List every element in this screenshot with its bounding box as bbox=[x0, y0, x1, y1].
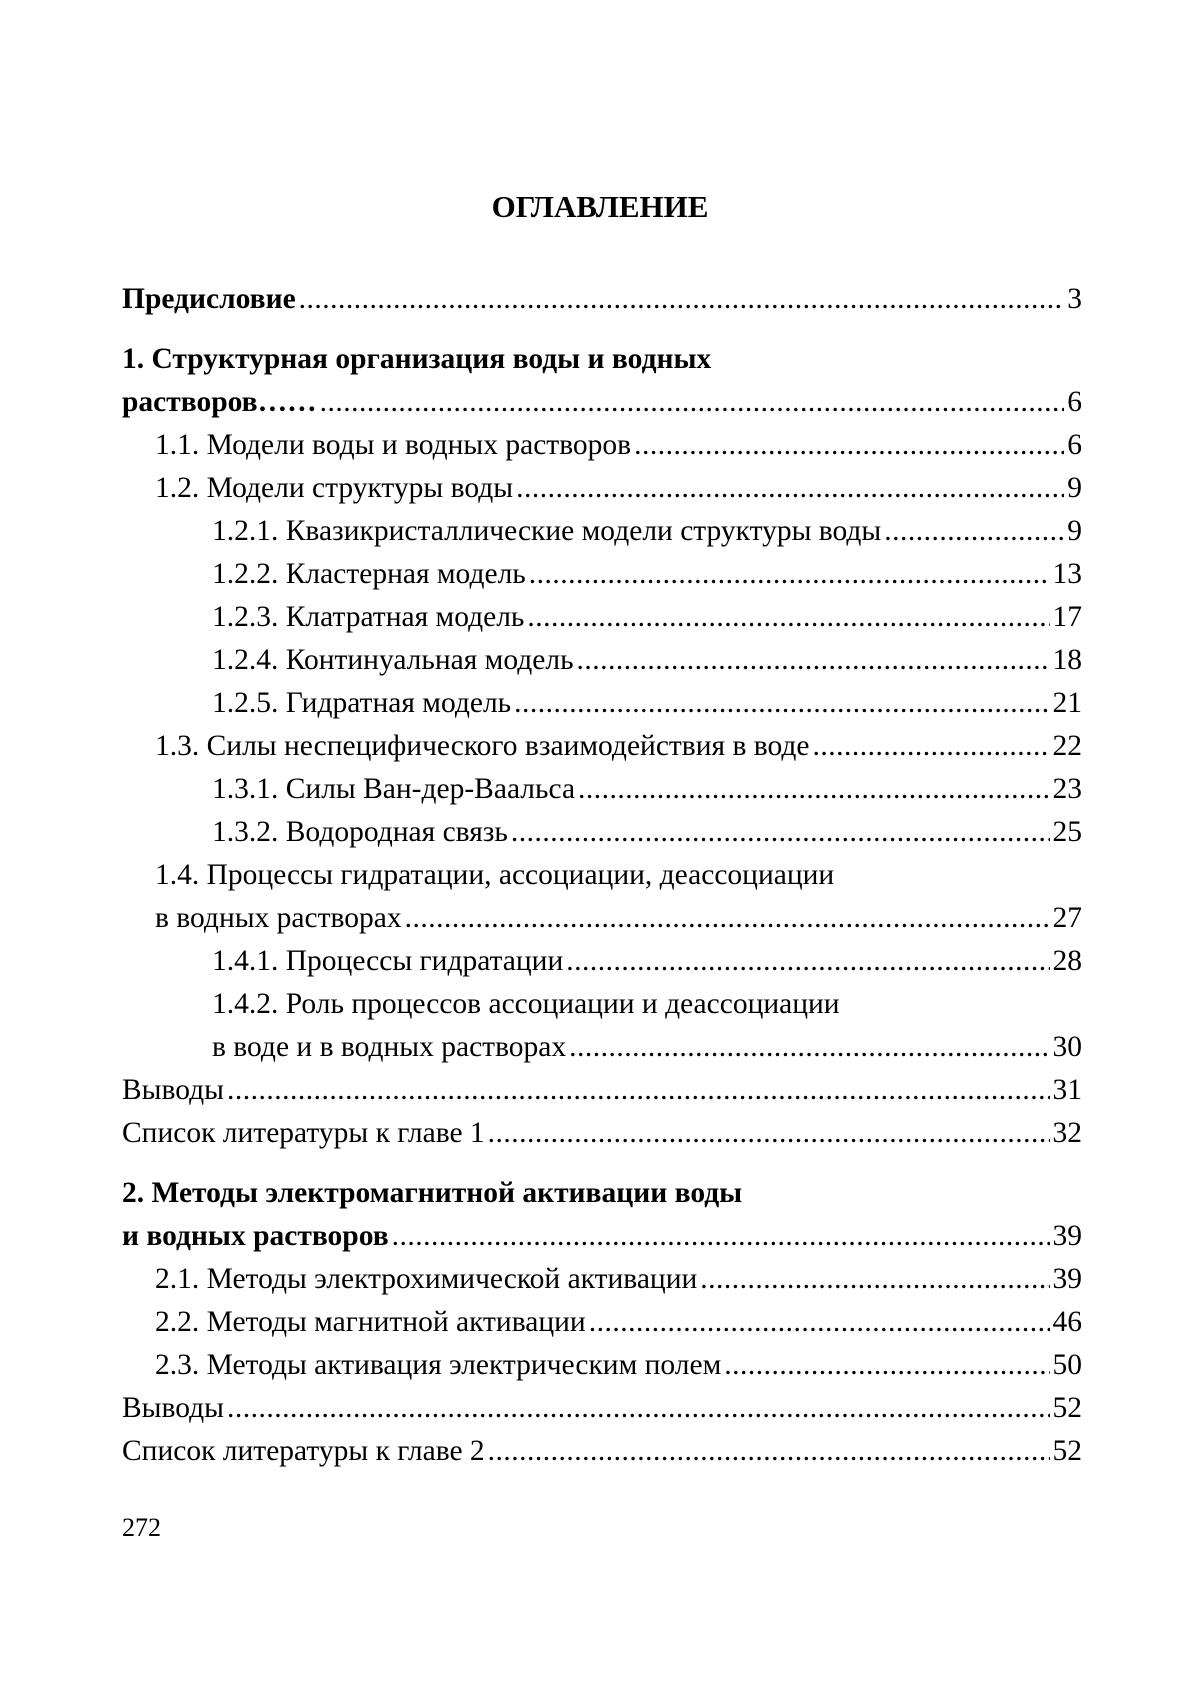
dot-leader bbox=[577, 639, 1050, 682]
dot-leader bbox=[392, 1215, 1050, 1258]
table-of-contents bbox=[122, 278, 1082, 1473]
toc-entry-page: 32 bbox=[1052, 1117, 1082, 1149]
toc-entry-title: 1.2.1. Квазикристаллические модели структуры воды bbox=[212, 515, 882, 547]
toc-entry-title: 1. Структурная организация воды и водных bbox=[122, 343, 712, 375]
toc-entry-title: 1.3.2. Водородная связь bbox=[212, 816, 508, 848]
toc-entry[interactable] bbox=[122, 811, 1082, 854]
toc-entry[interactable] bbox=[122, 1258, 1082, 1301]
toc-entry-title: 2. Методы электромагнитной активации воды bbox=[122, 1177, 743, 1209]
dot-leader bbox=[511, 811, 1050, 854]
toc-entry[interactable] bbox=[122, 1387, 1082, 1430]
toc-entry-page: 6 bbox=[1067, 386, 1082, 418]
toc-entry[interactable] bbox=[122, 467, 1082, 510]
toc-entry-title: Список литературы к главе 2 bbox=[122, 1435, 485, 1467]
dot-leader bbox=[514, 682, 1049, 725]
dot-leader bbox=[700, 1258, 1049, 1301]
toc-entry[interactable] bbox=[122, 768, 1082, 811]
toc-entry-page: 52 bbox=[1052, 1392, 1082, 1424]
dot-leader bbox=[566, 940, 1049, 983]
toc-entry[interactable] bbox=[122, 424, 1082, 467]
toc-entry[interactable] bbox=[122, 639, 1082, 682]
toc-entry[interactable] bbox=[122, 1344, 1082, 1387]
toc-entry-page: 23 bbox=[1052, 773, 1082, 805]
toc-entry-title: 1.2.3. Клатратная модель bbox=[212, 601, 525, 633]
toc-entry-page: 50 bbox=[1052, 1349, 1082, 1381]
toc-entry-page: 25 bbox=[1052, 816, 1082, 848]
toc-entry-page: 39 bbox=[1052, 1220, 1082, 1252]
dot-leader bbox=[227, 1387, 1050, 1430]
toc-entry[interactable] bbox=[122, 596, 1082, 639]
dot-leader bbox=[589, 1301, 1050, 1344]
toc-entry-page: 9 bbox=[1067, 472, 1082, 504]
toc-entry-title: Предисловие bbox=[122, 283, 296, 315]
toc-entry-page: 22 bbox=[1052, 730, 1082, 762]
toc-entry-title: 1.4.1. Процессы гидратации bbox=[212, 945, 564, 977]
dot-leader bbox=[405, 897, 1050, 940]
page-title: ОГЛАВЛЕНИЕ bbox=[491, 189, 709, 224]
dot-leader bbox=[516, 467, 1064, 510]
toc-entry-title: 1.2.4. Континуальная модель bbox=[212, 644, 574, 676]
toc-entry-page: 31 bbox=[1052, 1074, 1082, 1106]
toc-entry[interactable] bbox=[122, 278, 1082, 321]
toc-entry[interactable] bbox=[122, 1069, 1082, 1112]
dot-leader bbox=[569, 1026, 1049, 1069]
toc-entry[interactable] bbox=[122, 1172, 1082, 1215]
dot-leader bbox=[724, 1344, 1049, 1387]
toc-entry-page: 52 bbox=[1052, 1435, 1082, 1467]
toc-entry[interactable] bbox=[122, 854, 1082, 897]
toc-entry[interactable] bbox=[122, 1215, 1082, 1258]
dot-leader bbox=[529, 553, 1050, 596]
toc-entry-page: 39 bbox=[1052, 1263, 1082, 1295]
toc-entry[interactable] bbox=[122, 338, 1082, 381]
toc-entry-page: 21 bbox=[1052, 687, 1082, 719]
dot-leader bbox=[527, 596, 1049, 639]
dot-leader bbox=[884, 510, 1064, 553]
toc-entry-title: Список литературы к главе 1 bbox=[122, 1117, 485, 1149]
toc-entry[interactable] bbox=[122, 1430, 1082, 1473]
dot-leader bbox=[813, 725, 1050, 768]
toc-entry-title: и водных растворов bbox=[122, 1220, 389, 1252]
toc-entry-title: 1.4.2. Роль процессов ассоциации и деассоциации bbox=[212, 988, 840, 1020]
toc-entry[interactable] bbox=[122, 1112, 1082, 1155]
toc-entry-title: 2.3. Методы активация электрическим полем bbox=[155, 1349, 722, 1381]
toc-entry[interactable] bbox=[122, 1301, 1082, 1344]
toc-entry-title: 2.1. Методы электрохимической активации bbox=[155, 1263, 698, 1295]
toc-entry-title: Выводы bbox=[122, 1392, 224, 1424]
toc-entry-page: 28 bbox=[1052, 945, 1082, 977]
toc-entry-page: 9 bbox=[1067, 515, 1082, 547]
dot-leader bbox=[299, 278, 1065, 321]
toc-entry-title: 1.2.2. Кластерная модель bbox=[212, 558, 526, 590]
toc-entry-page: 46 bbox=[1052, 1306, 1082, 1338]
toc-entry[interactable] bbox=[122, 553, 1082, 596]
toc-entry-title: 1.3.1. Силы Ван-дер-Ваальса bbox=[212, 773, 576, 805]
dot-leader bbox=[227, 1069, 1050, 1112]
toc-entry-page: 6 bbox=[1067, 429, 1082, 461]
toc-entry-title: в водных растворах bbox=[155, 902, 402, 934]
toc-entry-page: 13 bbox=[1052, 558, 1082, 590]
toc-entry[interactable] bbox=[122, 510, 1082, 553]
toc-entry[interactable] bbox=[122, 897, 1082, 940]
dot-leader bbox=[320, 381, 1065, 424]
toc-entry-title: 1.2. Модели структуры воды bbox=[155, 472, 514, 504]
toc-entry-title: в воде и в водных растворах bbox=[212, 1031, 567, 1063]
toc-entry[interactable] bbox=[122, 725, 1082, 768]
toc-entry-title: растворов…… bbox=[122, 386, 317, 418]
toc-entry[interactable] bbox=[122, 940, 1082, 983]
dot-leader bbox=[634, 424, 1064, 467]
toc-entry-title: Выводы bbox=[122, 1074, 224, 1106]
toc-entry-page: 17 bbox=[1052, 601, 1082, 633]
toc-entry-page: 27 bbox=[1052, 902, 1082, 934]
page-number: 272 bbox=[122, 1513, 161, 1542]
toc-entry[interactable] bbox=[122, 1026, 1082, 1069]
dot-leader bbox=[578, 768, 1049, 811]
toc-entry-page: 18 bbox=[1052, 644, 1082, 676]
toc-entry-title: 1.1. Модели воды и водных растворов bbox=[155, 429, 632, 461]
toc-entry-page: 3 bbox=[1067, 283, 1082, 315]
toc-entry-title: 2.2. Методы магнитной активации bbox=[155, 1306, 586, 1338]
toc-entry[interactable] bbox=[122, 682, 1082, 725]
toc-entry[interactable] bbox=[122, 983, 1082, 1026]
dot-leader bbox=[488, 1430, 1050, 1473]
toc-entry-title: 1.2.5. Гидратная модель bbox=[212, 687, 512, 719]
toc-entry-title: 1.4. Процессы гидратации, ассоциации, деассоциации bbox=[155, 859, 835, 891]
toc-entry-page: 30 bbox=[1052, 1031, 1082, 1063]
toc-entry-title: 1.3. Силы неспецифического взаимодействия в воде bbox=[155, 730, 810, 762]
dot-leader bbox=[488, 1112, 1050, 1155]
toc-entry[interactable] bbox=[122, 381, 1082, 424]
